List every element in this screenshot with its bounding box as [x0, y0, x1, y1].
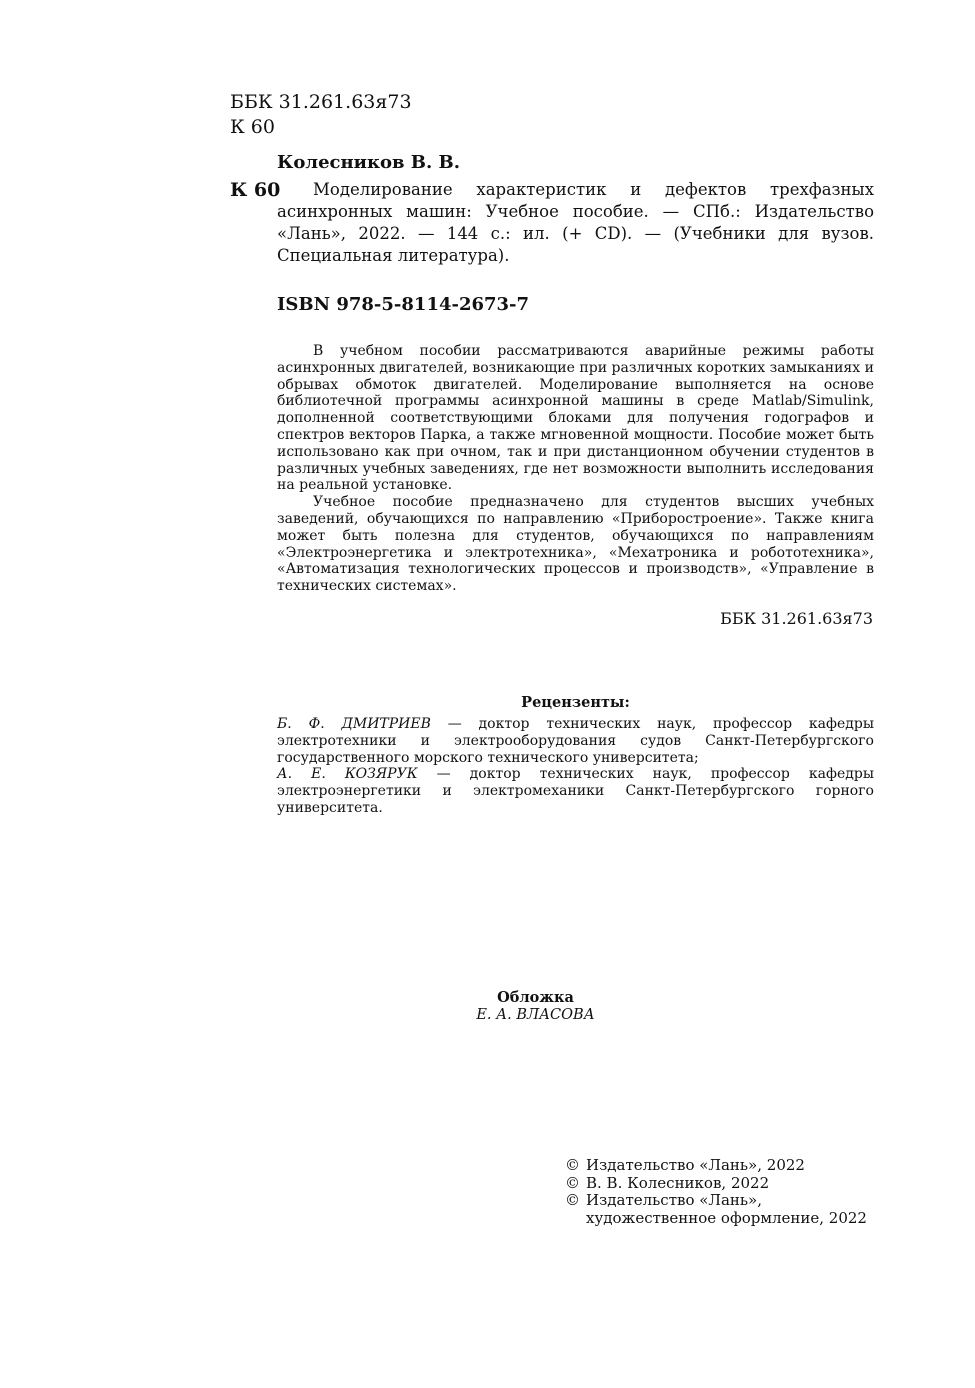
annotation [277, 343, 874, 595]
copyright-text: В. В. Колесников, 2022 [586, 1173, 770, 1192]
author-name: Колесников В. В. [277, 152, 461, 173]
reviewer-description: — доктор технических наук, профессор кафедры электроэнергетики и электромеханики Санкт-Петербургского горного университета. [277, 766, 874, 816]
copyright-icon: © [565, 1191, 580, 1209]
reviewers-list [277, 716, 874, 817]
copyright-text: Издательство «Лань», [586, 1191, 763, 1209]
reviewer-entry [277, 716, 874, 766]
bibliographic-description: Моделирование характеристик и дефектов трехфазных асинхронных машин: Учебное пособие. — СПб.: Издательство «Лань», 2022. — 144 с.: ил. (+ CD). — (Учебники для вузов. Специальная литература). [277, 180, 874, 265]
copyright-line [565, 1175, 867, 1193]
bbk-code: ББК 31.261.63я73 [230, 91, 412, 113]
bbk-header [230, 90, 412, 140]
copyright-icon: © [565, 1156, 580, 1174]
annotation-paragraph: В учебном пособии рассматриваются аварийные режимы работы асинхронных двигателей, возникающие при различных коротких замыканиях и обрывах обмоток двигателей. Моделирование выполняется на основе библиотечной программы асинхронной машины в среде Matlab/Simulink, дополненной соответствующими блоками для получения годографов и спектров векторов Парка, а также мгновенной мощности. Пособие может быть использовано как при очном, так и при дистанционном обучении студентов в различных учебных заведениях, где нет возможности выполнить исследования на реальной установке. [277, 343, 874, 494]
isbn: ISBN 978-5-8114-2673-7 [277, 294, 530, 315]
copyright-block [565, 1157, 867, 1227]
reviewer-description: — доктор технических наук, профессор кафедры электротехники и электрооборудования судов Санкт-Петербургского государственного морского технического университета; [277, 716, 874, 766]
cover-designer-heading: Обложка [497, 989, 574, 1006]
reviewer-entry [277, 766, 874, 816]
copyright-text: Издательство «Лань», 2022 [586, 1156, 805, 1174]
reviewer-name: А. Е. КОЗЯРУК [277, 766, 418, 783]
copyright-line [565, 1192, 867, 1210]
cover-designer-name: Е. А. ВЛАСОВА [476, 1007, 595, 1023]
entry-author-mark: К 60 [230, 179, 281, 201]
annotation-paragraph: Учебное пособие предназначено для студентов высших учебных заведений, обучающихся по направлению «Приборостроение». Также книга может быть полезна для студентов, обучающихся по направлениям «Электроэнергетика и электротехника», «Мехатроника и робототехника», «Автоматизация технологических процессов и производств», «Управление в технических системах». [277, 494, 874, 595]
copyright-icon: © [565, 1173, 580, 1192]
reviewers-heading: Рецензенты: [521, 694, 630, 711]
copyright-line [565, 1157, 867, 1175]
reviewer-name: Б. Ф. ДМИТРИЕВ [277, 716, 431, 732]
copyright-continuation: художественное оформление, 2022 [586, 1208, 867, 1227]
bbk-code-bottom: ББК 31.261.63я73 [720, 609, 873, 628]
author-mark: К 60 [230, 116, 275, 138]
bibliographic-entry [277, 179, 874, 267]
